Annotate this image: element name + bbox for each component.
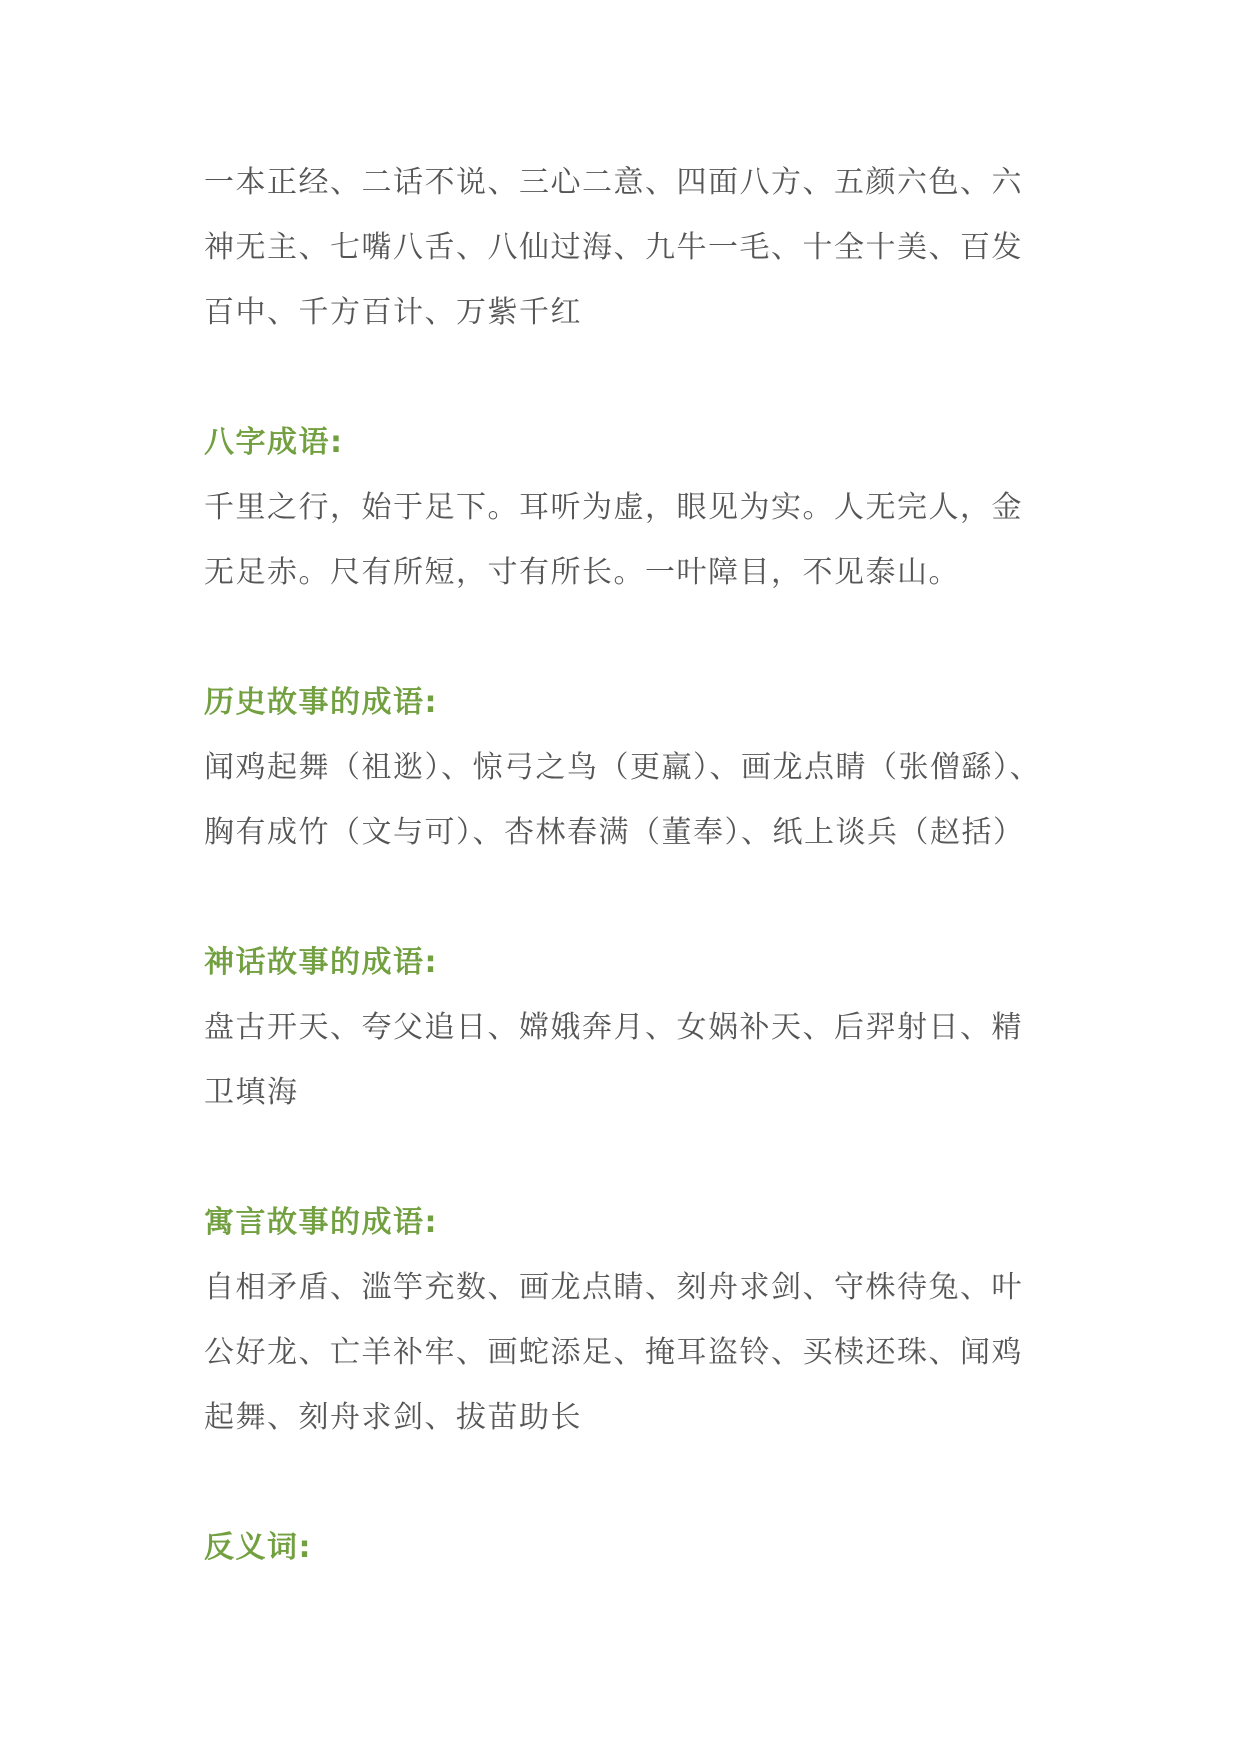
history-idioms-paragraph: 闻鸡起舞（祖逖）、惊弓之鸟（更羸）、画龙点睛（张僧繇）、胸有成竹（文与可）、杏林春满（董奉）、纸上谈兵（赵括） (204, 750, 1041, 850)
myth-idioms-paragraph: 盘古开天、夸父追日、嫦娥奔月、女娲补天、后羿射日、精卫填海 (204, 1010, 1023, 1110)
section-spacer (204, 1450, 1054, 1515)
number-idioms-paragraph: 一本正经、二话不说、三心二意、四面八方、五颜六色、六神无主、七嘴八舌、八仙过海、九牛一毛、十全十美、百发百中、千方百计、万紫千红 (204, 165, 1023, 330)
section-spacer (204, 605, 1054, 670)
fable-idioms-paragraph: 自相矛盾、滥竽充数、画龙点睛、刻舟求剑、守株待兔、叶公好龙、亡羊补牢、画蛇添足、掩耳盗铃、买椟还珠、闻鸡起舞、刻舟求剑、拔苗助长 (204, 1270, 1023, 1435)
section-spacer (204, 1125, 1054, 1190)
section-spacer (204, 865, 1054, 930)
section-heading-history-idioms: 历史故事的成语: (204, 685, 438, 720)
section-heading-fable-idioms: 寓言故事的成语: (204, 1205, 438, 1240)
section-spacer (204, 345, 1054, 410)
document-page (204, 150, 1054, 1580)
section-heading-antonyms: 反义词: (204, 1530, 312, 1565)
eight-char-idioms-paragraph: 千里之行，始于足下。耳听为虚，眼见为实。人无完人，金无足赤。尺有所短，寸有所长。一叶障目，不见泰山。 (204, 490, 1023, 590)
section-heading-myth-idioms: 神话故事的成语: (204, 945, 438, 980)
section-heading-eight-char-idioms: 八字成语: (204, 425, 344, 460)
